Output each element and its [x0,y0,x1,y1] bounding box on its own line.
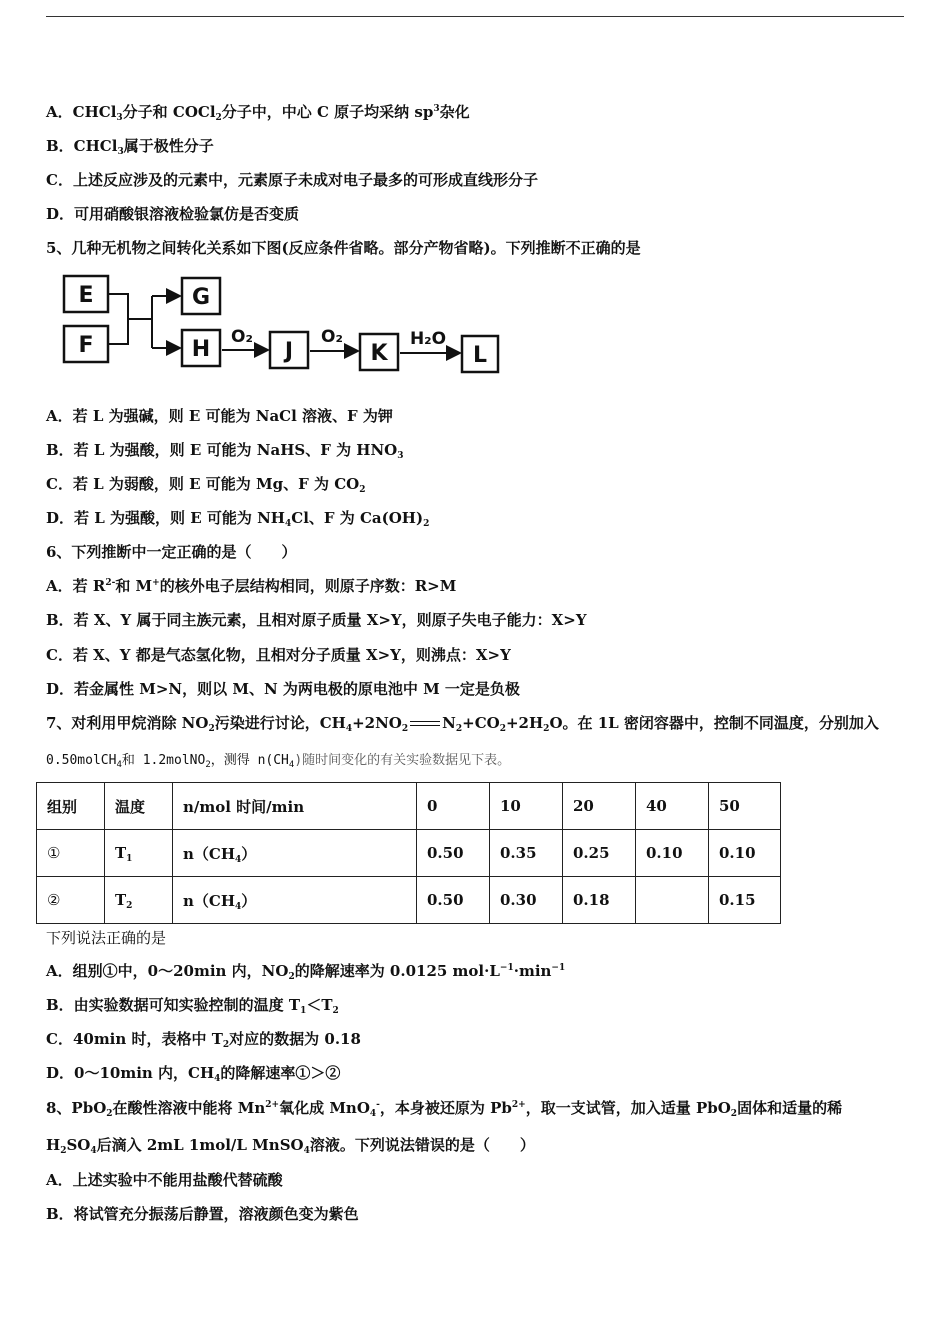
header-cell: 温度 [105,783,173,830]
q6-option-c: C．若 X、Y 都是气态氢化物，且相对分子质量 X>Y，则沸点：X>Y [46,646,511,664]
q4-option-a: A．CHCl$_3$分子和 COCl$_2$分子中，中心 C 原子均采纳 $sp^3$杂化 [46,103,470,123]
q6-option-d: D．若金属性 M>N，则以 M、N 为两电极的原电池中 M 一定是负极 [46,680,520,698]
label-h: H [191,337,211,362]
q5-option-a: A．若 L 为强碱，则 E 可能为 NaCl 溶液、F 为钾 [46,407,393,425]
data-table [36,782,781,924]
q5-option-c: C．若 L 为弱酸，则 E 可能为 Mg、F 为 $CO_2$ [46,475,366,495]
value-cell: 0.10 [709,830,781,877]
header-cell: 20 [563,783,636,830]
group-cell: ② [37,877,105,924]
value-cell: 0.35 [490,830,563,877]
value-cell: 0.50 [417,830,490,877]
label-e: E [78,283,94,308]
label-l: L [472,343,488,368]
q8-stem-line1: 8、PbO$_2$在酸性溶液中能将 $Mn^{2+}$氧化成 MnO$_4$-，本身被还原为 $Pb^{2+}$，取一支试管，加入适量 PbO$_2$固体和适量的稀 [46,1099,843,1119]
q6-option-a: A．若 $R^{2-}$和 M+的核外电子层结构相同，则原子序数：R>M [46,577,457,595]
q7-option-a: A．组别①中，0～20min 内，$NO_2$的降解速率为 0.0125 $mol\cdot L^{-1}\cdot\min^{-1}$ [46,962,566,982]
q4-option-d: D．可用硝酸银溶液检验氯仿是否变质 [46,205,300,223]
header-cell: 50 [709,783,781,830]
label-cell: $n(CH_4)$ [173,877,417,924]
header-cell: 40 [636,783,709,830]
label-g: G [191,285,211,310]
label-k: K [370,341,388,366]
value-cell: 0.30 [490,877,563,924]
value-cell: 0.50 [417,877,490,924]
q5-option-d: D．若 L 为强酸，则 E 可能为 $NH_4Cl$、F 为 $Ca(OH)_2$ [46,509,430,529]
q8-option-a: A．上述实验中不能用盐酸代替硫酸 [46,1171,283,1189]
equilibrium-arrow-icon [408,719,442,729]
header-rule [46,16,904,17]
label-f: F [78,333,94,358]
q6-stem: 6、下列推断中一定正确的是（ ） [46,543,297,561]
value-cell [636,877,709,924]
table-header-row [37,783,781,830]
q4-option-b: B．CHCl$_3$属于极性分子 [46,137,214,157]
q7-stem2: 下列说法正确的是 [46,929,167,947]
value-cell: 0.18 [563,877,636,924]
header-cell: 0 [417,783,490,830]
header-cell: 10 [490,783,563,830]
reagent-o2-2: O₂ [321,327,343,347]
q7-option-c: C．40min 时，表格中 $T_2$对应的数据为 0.18 [46,1030,361,1050]
value-cell: 0.25 [563,830,636,877]
group-cell: ① [37,830,105,877]
value-cell: 0.10 [636,830,709,877]
q4-option-c: C．上述反应涉及的元素中，元素原子未成对电子最多的可形成直线形分子 [46,171,538,189]
q8-stem-line2: $H_2SO_4$后滴入 2mL 1mol/L MnSO$_4$溶液。下列说法错误的是（ ） [46,1136,535,1156]
q7-option-d: D．0～10min 内，$CH_4$的降解速率①＞② [46,1064,341,1084]
reagent-h2o: H₂O [409,329,447,349]
temp-cell: $T_1$ [105,830,173,877]
label-cell: $n(CH_4)$ [173,830,417,877]
label-j: J [284,339,294,364]
table-row [37,877,781,924]
reagent-o2-1: O₂ [231,327,253,347]
temp-cell: $T_2$ [105,877,173,924]
q7-stem-line1: 7、对利用甲烷消除 $NO_2$污染进行讨论，$CH_4+2NO_2$ $N_2+CO_2+2H_2O$。在 1L 密闭容器中，控制不同温度，分别加入 [46,714,879,734]
q8-option-b: B．将试管充分振荡后静置，溶液颜色变为紫色 [46,1205,359,1223]
value-cell: 0.15 [709,877,781,924]
table-row [37,830,781,877]
q6-option-b: B．若 X、Y 属于同主族元素，且相对原子质量 X>Y，则原子失电子能力：X>Y [46,611,587,629]
q5-option-b: B．若 L 为强酸，则 E 可能为 NaHS、F 为 $HNO_3$ [46,441,404,461]
conversion-diagram [56,270,506,380]
q7-option-b: B．由实验数据可知实验控制的温度 $T_1<T_2$ [46,996,339,1016]
q7-stem-line2: 0.50molCH$_4$和 1.2molNO$_2$，测得 $n(CH_4)$随时间变化的有关实验数据见下表。 [46,753,511,770]
header-cell: 组别 [37,783,105,830]
header-cell: n/mol 时间/min [173,783,417,830]
q5-stem: 5、几种无机物之间转化关系如下图(反应条件省略。部分产物省略)。下列推断不正确的是 [46,239,641,257]
